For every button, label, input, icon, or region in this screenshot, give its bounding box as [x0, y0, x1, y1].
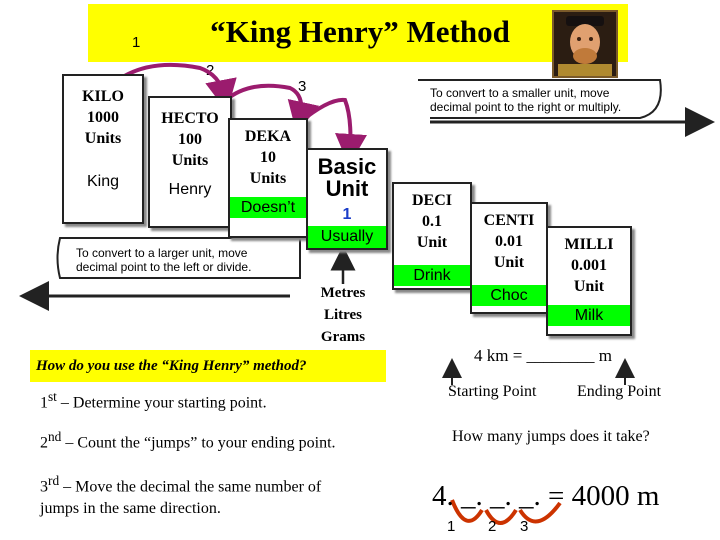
step-number-1: 1 [132, 34, 141, 51]
deci-name: DECI [411, 192, 452, 209]
instruction-2-suffix: nd [48, 429, 62, 444]
example-answer: 4. _. _. _. = 4000 m [432, 480, 660, 512]
kilo-mnemonic: King [86, 173, 120, 190]
hint-smaller-line-2: decimal point to the right or multiply. [430, 100, 622, 114]
example-problem: 4 km = ________ m [474, 346, 613, 365]
kilo-unit: Units [84, 130, 122, 147]
hint-larger-line-2: decimal point to the left or divide. [76, 260, 252, 274]
starting-point-label: Starting Point [448, 383, 537, 400]
instruction-1 [40, 386, 267, 414]
hecto-unit: Units [171, 152, 209, 169]
basic-unit-value: 1 [342, 206, 352, 223]
jump-number-1: 1 [447, 518, 456, 535]
base-unit-litres: Litres [323, 307, 363, 323]
deka-mnemonic: Doesn’t [230, 197, 306, 218]
centi-unit: Unit [493, 254, 525, 271]
milli-mnemonic: Milk [548, 305, 630, 326]
milli-step [546, 226, 632, 336]
deka-value: 10 [260, 149, 276, 166]
kilo-value: 1000 [87, 109, 119, 126]
ending-point-label: Ending Point [577, 383, 662, 400]
basic-unit-line-2: Unit [325, 176, 369, 201]
kilo-step [62, 74, 144, 224]
milli-value: 0.001 [571, 257, 607, 274]
deka-step [228, 118, 308, 238]
milli-name: MILLI [564, 236, 614, 253]
deci-value: 0.1 [422, 213, 442, 230]
instruction-1-number: 1 [40, 394, 48, 412]
basic-unit-step [306, 148, 388, 250]
jump-number-3: 3 [520, 518, 529, 535]
instruction-3-line-1: – Move the decimal the same number of [59, 478, 322, 496]
instruction-3 [40, 470, 321, 520]
hint-larger-line-1: To convert to a larger unit, move [76, 246, 248, 260]
deci-mnemonic: Drink [394, 265, 470, 286]
base-unit-grams: Grams [320, 329, 366, 345]
hecto-value: 100 [178, 131, 202, 148]
instruction-1-text: – Determine your starting point. [56, 394, 267, 412]
hecto-mnemonic: Henry [168, 181, 212, 198]
question-text: How do you use the “King Henry” method? [36, 358, 307, 374]
instruction-2 [40, 426, 336, 454]
kilo-name: KILO [82, 88, 124, 105]
base-units-list [306, 282, 380, 348]
centi-value: 0.01 [495, 233, 523, 250]
hecto-name: HECTO [161, 110, 219, 127]
instruction-2-number: 2 [40, 434, 48, 452]
instruction-1-suffix: st [48, 389, 57, 404]
instruction-3-number: 3 [40, 478, 48, 496]
centi-step [470, 202, 548, 314]
milli-unit: Unit [573, 278, 605, 295]
centi-name: CENTI [483, 212, 535, 229]
deci-unit: Unit [416, 234, 448, 251]
deka-name: DEKA [244, 128, 292, 145]
hint-smaller-unit [430, 86, 621, 114]
basic-unit-line-1: Basic [317, 154, 377, 179]
centi-mnemonic: Choc [472, 285, 546, 306]
hecto-step [148, 96, 232, 228]
basic-unit-mnemonic: Usually [308, 226, 386, 248]
step-number-3: 3 [298, 78, 307, 95]
deka-unit: Units [249, 170, 287, 187]
page-title: “King Henry” Method [210, 14, 510, 49]
instruction-2-text: – Count the “jumps” to your ending point. [61, 434, 336, 452]
jump-number-2: 2 [488, 518, 497, 535]
instruction-3-line-2: jumps in the same direction. [40, 500, 221, 518]
hint-larger-unit [76, 246, 251, 274]
hint-smaller-line-1: To convert to a smaller unit, move [430, 86, 610, 100]
base-unit-metres: Metres [320, 285, 366, 301]
jumps-question: How many jumps does it take? [452, 428, 650, 445]
deci-step [392, 182, 472, 290]
step-number-2: 2 [206, 62, 215, 79]
instruction-3-suffix: rd [48, 473, 60, 488]
